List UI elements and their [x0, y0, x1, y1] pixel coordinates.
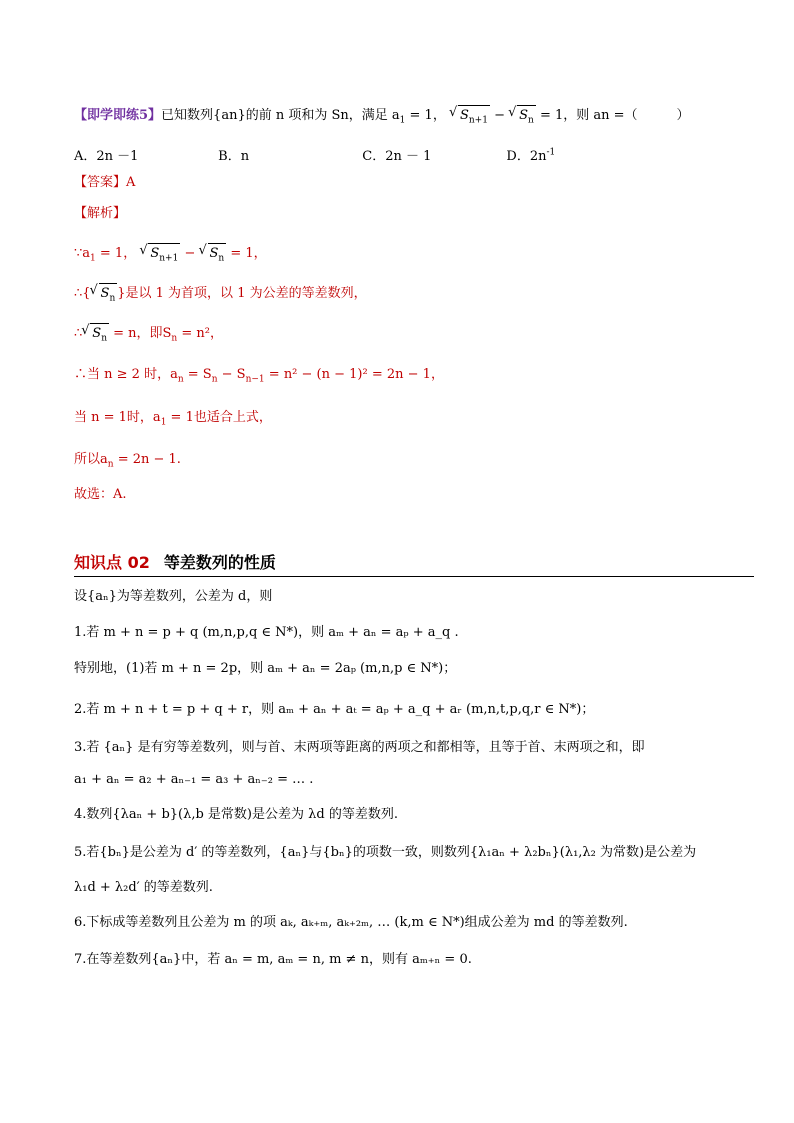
analysis-line-4: ∴当 n ≥ 2 时，$a_n = S_n - S_{n-1} = n^2 - (n - 1)^2 = 2n - 1$， — [74, 367, 444, 385]
analysis-line-6: 所以$a_n = 2n - 1$. — [74, 452, 181, 470]
analysis-line-7: 故选：A. — [74, 487, 127, 502]
prop-3: 3.若 {aₙ} 是有穷等差数列，则与首、末两项等距离的两项之和都相等，且等于首、末两项之和，即 — [74, 740, 645, 755]
section-header — [74, 550, 754, 577]
options-row — [74, 143, 555, 167]
analysis-line-1: $\because a_1 = 1$， √ $S_{n+1}$ − √ $S_n = 1$， — [74, 243, 267, 269]
answer-line — [74, 173, 135, 193]
analysis-line-5: 当 n = 1时，$a_1 = 1$也适合上式， — [74, 410, 272, 428]
option-a: A．2n －1 — [74, 149, 139, 165]
prop-1-special: 特别地，(1)若 m + n = 2p，则 aₘ + aₙ = 2aₚ (m,n,p ∈ N*)； — [74, 661, 457, 676]
props-intro: 设{aₙ}为等差数列，公差为 d，则 — [74, 589, 273, 604]
problem-line: 【即学即练5】已知数列{an}的前 n 项和为 Sn，满足 $a_1 = 1$， √ $S_{n+1}$ − √ $S_n = 1$，则 an =（ ） — [74, 105, 690, 131]
answer-label: 【答案】 — [74, 175, 127, 190]
prop-5-cont: λ₁d + λ₂d′ 的等差数列. — [74, 880, 213, 895]
sqrt-expr: √ $S_{n+1}$ — [458, 105, 490, 131]
problem-tag: 【即学即练5】 — [74, 108, 162, 123]
section-number: 知识点 02 — [74, 553, 150, 572]
prop-6: 6.下标成等差数列且公差为 m 的项 aₖ, aₖ₊ₘ, aₖ₊₂ₘ, … (k,m ∈ N*)组成公差为 md 的等差数列. — [74, 915, 628, 930]
prop-5: 5.若{bₙ}是公差为 d′ 的等差数列，{aₙ}与{bₙ}的项数一致，则数列{λ₁aₙ + λ₂bₙ}(λ₁,λ₂ 为常数)是公差为 — [74, 845, 697, 860]
prop-2: 2.若 m + n + t = p + q + r，则 aₘ + aₙ + aₜ = aₚ + a_q + aᵣ (m,n,t,p,q,r ∈ N*)； — [74, 702, 595, 717]
option-c: C．2n － 1 — [362, 149, 432, 165]
answer-value: A — [126, 175, 136, 190]
prop-3-formula: a₁ + aₙ = a₂ + aₙ₋₁ = a₃ + aₙ₋₂ = … . — [74, 772, 314, 787]
analysis-line-3: ∴√ $S_n = n$，即$S_n = n^2$， — [74, 323, 223, 349]
analysis-line-2: ∴{√ $S_n$ }是以 1 为首项，以 1 为公差的等差数列， — [74, 283, 367, 309]
prop-7: 7.在等差数列{aₙ}中，若 aₙ = m, aₘ = n, m ≠ n，则有 aₘ₊ₙ = 0. — [74, 952, 472, 967]
section-title: 等差数列的性质 — [163, 553, 276, 572]
analysis-label: 【解析】 — [74, 206, 127, 221]
option-b: B．n — [218, 149, 250, 165]
option-d: D．$2n^{-1}$ — [506, 148, 556, 165]
prop-1: 1.若 m + n = p + q (m,n,p,q ∈ N*)，则 aₘ + aₙ = aₚ + a_q . — [74, 625, 459, 640]
prop-4: 4.数列{λaₙ + b}(λ,b 是常数)是公差为 λd 的等差数列. — [74, 807, 398, 822]
